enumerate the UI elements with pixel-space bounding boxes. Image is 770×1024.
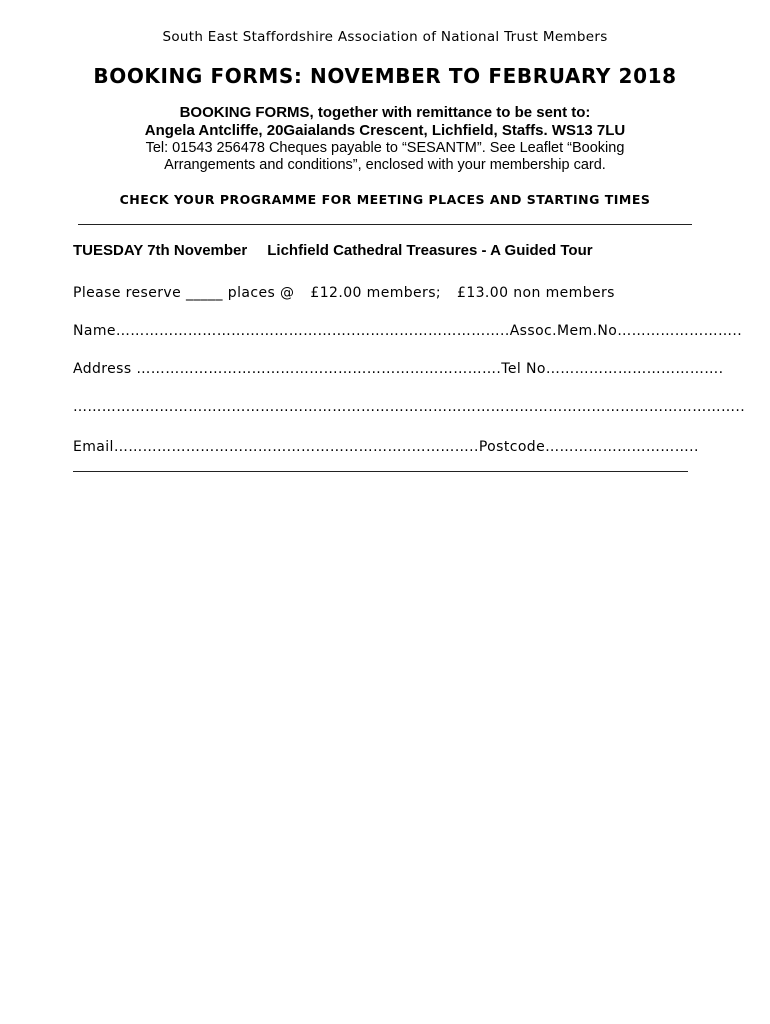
reserve-places-field[interactable]: Please reserve _____ places @ [73, 285, 295, 301]
member-price: £12.00 members; [310, 285, 442, 301]
postal-address: Angela Antcliffe, 20Gaialands Crescent, Lichfield, Staffs. WS13 7LU [144, 122, 626, 139]
reserve-places-line [73, 285, 733, 301]
event-title: Lichfield Cathedral Treasures - A Guided Tour [267, 242, 593, 259]
name-membership-field[interactable]: Name…………………………………………..…………………………..Assoc.Mem.No…………………….. [73, 323, 743, 339]
check-programme-notice: CHECK YOUR PROGRAMME FOR MEETING PLACES AND STARTING TIMES [119, 192, 651, 207]
address-telephone-field[interactable]: Address ………………………………………………………………….Tel No………………………………. [73, 361, 724, 377]
divider-bottom [73, 471, 688, 472]
non-member-price: £13.00 non members [457, 285, 615, 301]
divider-top [78, 224, 692, 225]
event-date: TUESDAY 7th November [73, 242, 248, 259]
telephone-cheques-note: Tel: 01543 256478 Cheques payable to “SESANTM”. See Leaflet “Booking [145, 140, 625, 156]
page-title: BOOKING FORMS: NOVEMBER TO FEBRUARY 2018 [93, 64, 677, 88]
send-to-heading: BOOKING FORMS, together with remittance to be sent to: [179, 104, 591, 121]
email-postcode-field[interactable]: Email……………………………………………………..…………..Postcode………………………….. [73, 439, 699, 455]
address-continuation-field[interactable]: ………………………………………………………………………………………………………………………….. [73, 399, 746, 415]
organisation-name: South East Staffordshire Association of National Trust Members [162, 29, 608, 45]
event-heading [73, 242, 713, 259]
arrangements-note: Arrangements and conditions”, enclosed with your membership card. [164, 157, 606, 173]
